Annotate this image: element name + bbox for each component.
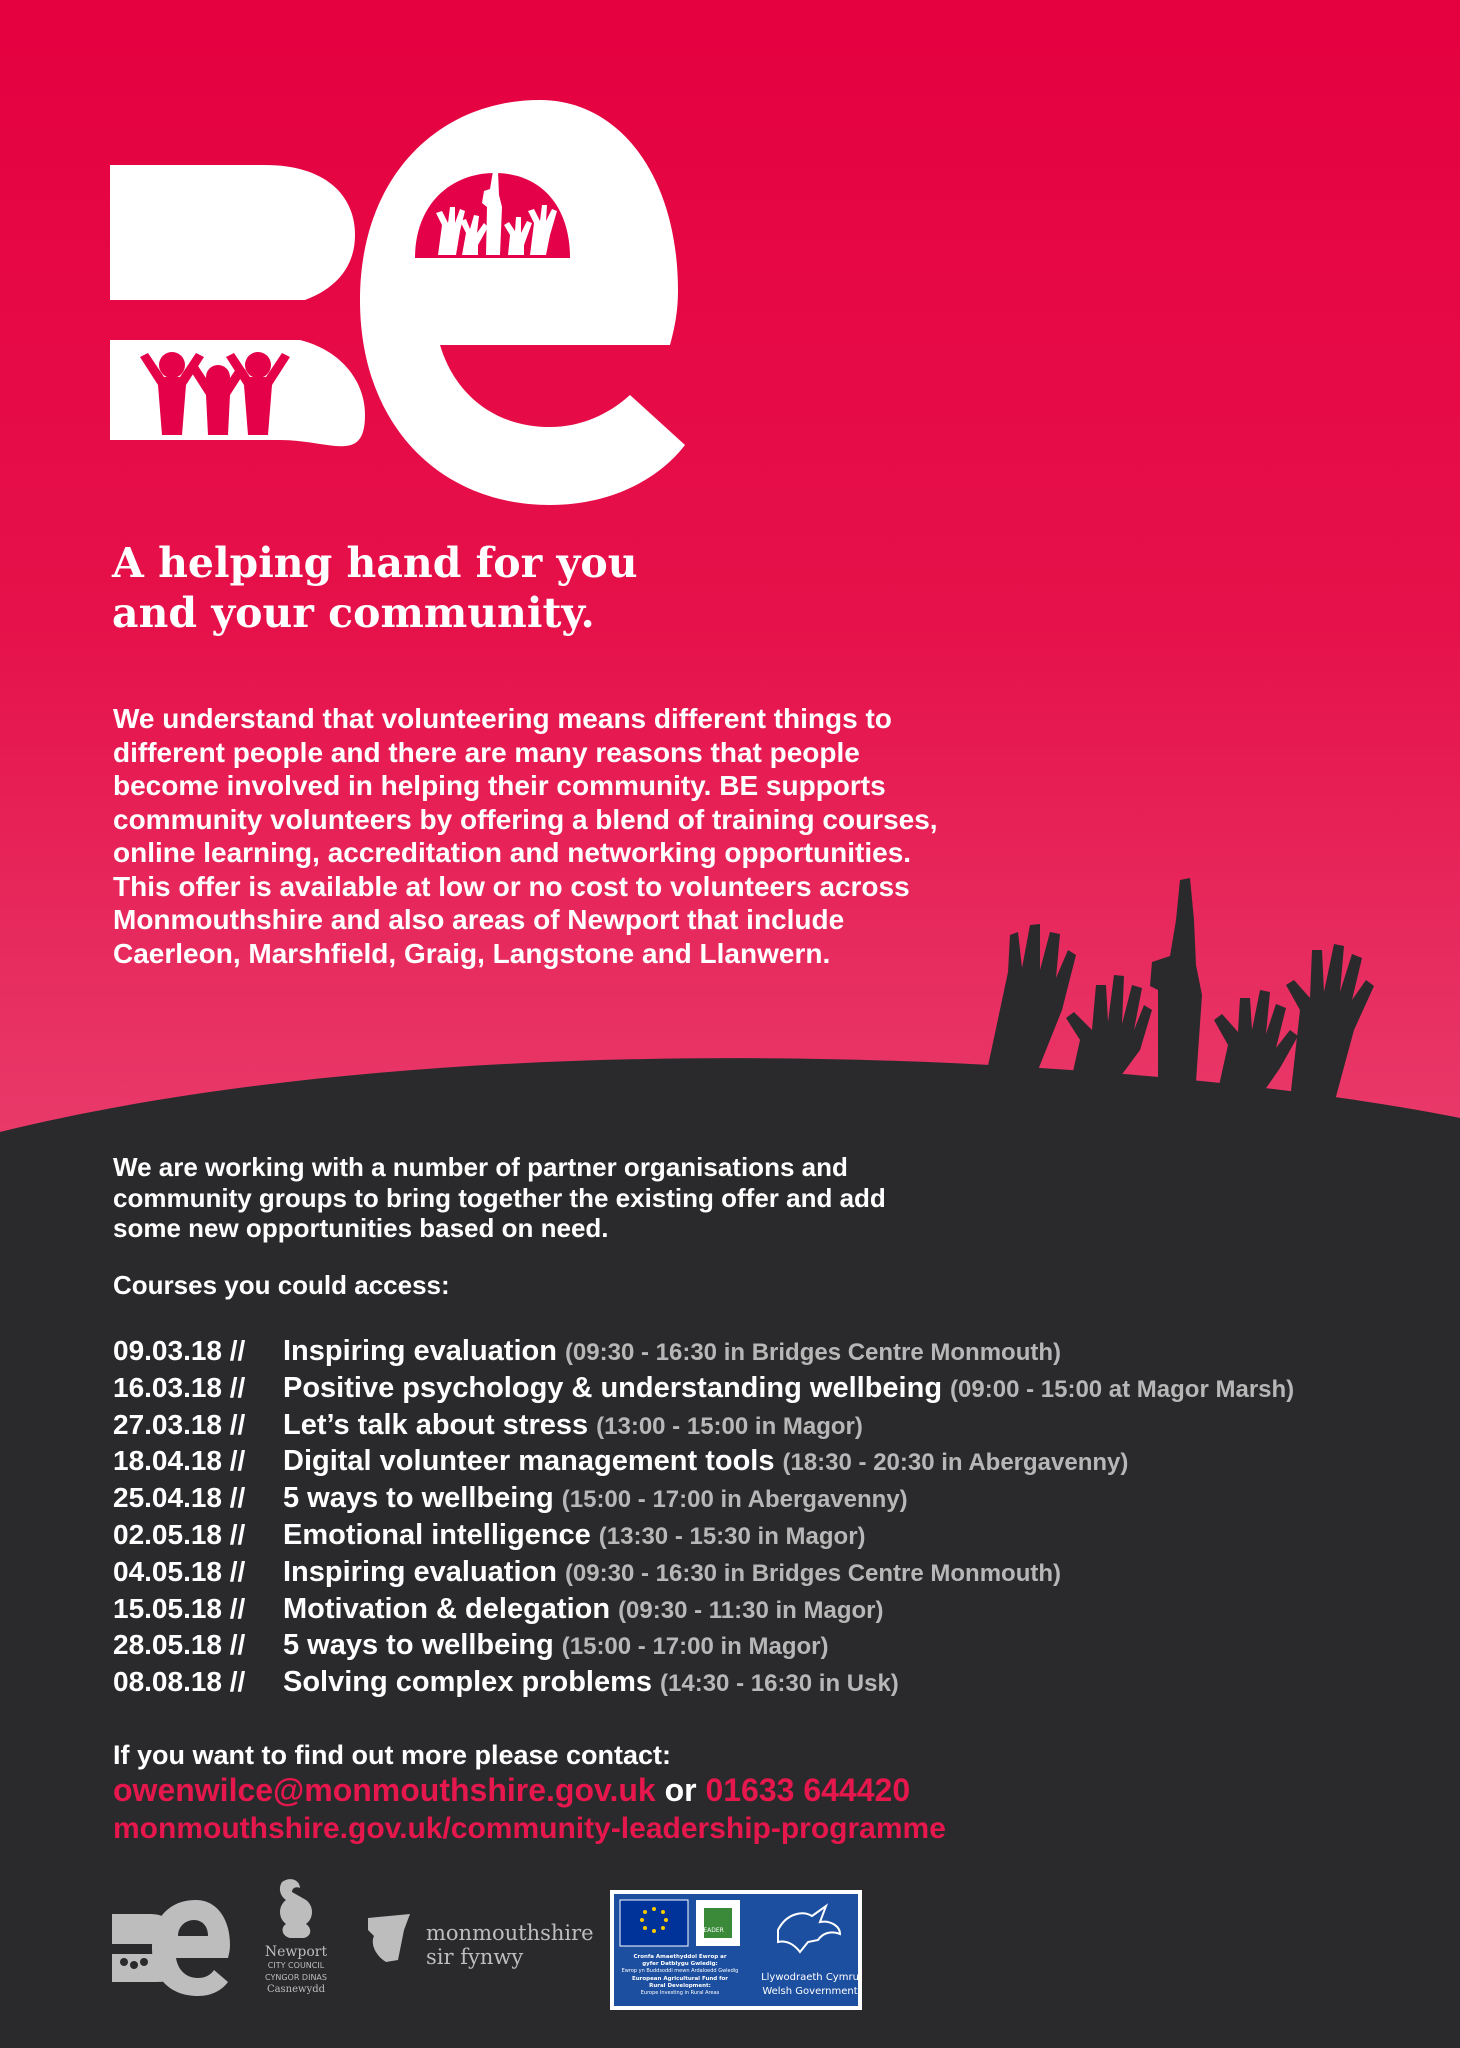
course-title: Emotional intelligence: [283, 1518, 591, 1551]
course-title: 5 ways to wellbeing: [283, 1482, 554, 1515]
newport-text: CYNGOR DINAS: [265, 1973, 327, 1982]
course-date: 02.05.18 //: [113, 1518, 246, 1550]
course-item: [113, 1629, 1433, 1666]
course-date: 25.04.18 //: [113, 1482, 246, 1514]
course-detail: (09:00 - 15:00 at Magor Marsh): [950, 1375, 1295, 1403]
newport-text: Casnewydd: [266, 1984, 326, 1995]
course-title: Motivation & delegation: [283, 1592, 611, 1625]
contact-line: [113, 1772, 910, 1809]
course-date: 15.05.18 //: [113, 1592, 246, 1624]
contact-heading: If you want to find out more please contact:: [113, 1740, 672, 1770]
course-detail: (13:00 - 15:00 in Magor): [596, 1412, 863, 1440]
course-detail: (09:30 - 11:30 in Magor): [618, 1596, 884, 1624]
course-item: [113, 1593, 1433, 1630]
monmouthshire-logo: [368, 1914, 594, 1969]
eu-text: Rural Development:: [649, 1983, 711, 1989]
contact-phone-link[interactable]: 01633 644420: [705, 1772, 911, 1808]
course-title: Solving complex problems: [283, 1666, 653, 1699]
tagline-line-2: and your community.: [112, 589, 595, 637]
contact-website-link[interactable]: monmouthshire.gov.uk/community-leadership-programme: [113, 1812, 946, 1845]
newport-text: Newport: [264, 1944, 328, 1960]
course-title: Positive psychology & understanding wellbeing: [283, 1371, 943, 1404]
funding-logos-block: [610, 1890, 862, 2010]
course-detail: (09:30 - 16:30 in Bridges Centre Monmouth): [564, 1339, 1062, 1366]
courses-heading: Courses you could access:: [113, 1270, 450, 1300]
intro-paragraph: We understand that volunteering means different things to different people and there are many reasons that people become involved in helping their community. BE supports community volunteers by offering a blend of training courses, online learning, accreditation and networking opportunities. This offer is available at low or no cost to volunteers across Monmouthshire and also areas of Newport that include Caerleon, Marshfield, Graig, Langstone and Llanwern.: [113, 703, 938, 969]
monmouthshire-text: monmouthshire: [426, 1921, 594, 1945]
eu-text: Europe Investing in Rural Areas: [640, 1990, 720, 1996]
course-title: Inspiring evaluation: [283, 1335, 557, 1367]
course-detail: (18:30 - 20:30 in Abergavenny): [782, 1449, 1129, 1477]
course-detail: (15:00 - 17:00 in Magor): [561, 1633, 829, 1661]
course-title: Let’s talk about stress: [283, 1408, 589, 1441]
newport-text: CITY COUNCIL: [267, 1961, 325, 1970]
tagline-line-1: A helping hand for you: [112, 539, 638, 587]
course-item: [113, 1409, 1433, 1446]
course-item: [113, 1556, 1433, 1593]
course-item: [113, 1335, 1433, 1372]
course-date: 18.04.18 //: [113, 1445, 246, 1477]
welsh-gov-text: Welsh Government: [762, 1986, 858, 1997]
course-date: 27.03.18 //: [113, 1408, 246, 1440]
course-date: 09.03.18 //: [113, 1335, 246, 1366]
be-small-logo: [112, 1900, 230, 1996]
contact-email-link[interactable]: owenwilce@monmouthshire.gov.uk: [113, 1772, 656, 1808]
eu-text: European Agricultural Fund for: [631, 1976, 729, 1982]
course-title: Digital volunteer management tools: [283, 1445, 775, 1478]
course-list: [113, 1335, 1433, 1703]
course-title: 5 ways to wellbeing: [283, 1629, 554, 1662]
course-date: 04.05.18 //: [113, 1555, 246, 1587]
course-item: [113, 1482, 1433, 1519]
course-detail: (09:30 - 16:30 in Bridges Centre Monmouth): [564, 1559, 1062, 1587]
leader-text: LEADER: [700, 1927, 724, 1934]
eu-text: Cronfa Amaethyddol Ewrop ar: [633, 1954, 727, 1960]
course-title: Inspiring evaluation: [283, 1555, 557, 1588]
eu-text: gyfer Datblygu Gwledig:: [642, 1961, 718, 1967]
tagline: [112, 538, 812, 638]
newport-council-logo: [265, 1879, 328, 1995]
course-detail: (13:30 - 15:30 in Magor): [598, 1522, 866, 1550]
course-date: 16.03.18 //: [113, 1371, 246, 1403]
partner-paragraph: We are working with a number of partner organisations and community groups to bring together the existing offer and add some new opportunities based on need.: [113, 1152, 886, 1243]
welsh-gov-text: Llywodraeth Cymru: [761, 1972, 859, 1983]
be-logo: [110, 95, 690, 515]
footer-logos: [0, 1870, 1460, 2020]
eu-text: Ewrop yn Buddsoddi mewn Ardaloedd Gwledig: [621, 1968, 739, 1974]
course-item: [113, 1445, 1433, 1482]
course-item: [113, 1666, 1433, 1703]
course-item: [113, 1519, 1433, 1556]
monmouthshire-text: sir fynwy: [426, 1945, 524, 1969]
course-date: 28.05.18 //: [113, 1629, 246, 1661]
course-detail: (15:00 - 17:00 in Abergavenny): [561, 1486, 908, 1514]
contact-or: or: [664, 1772, 697, 1808]
course-item: [113, 1372, 1433, 1409]
course-date: 08.08.18 //: [113, 1666, 246, 1698]
course-detail: (14:30 - 16:30 in Usk): [660, 1670, 899, 1698]
